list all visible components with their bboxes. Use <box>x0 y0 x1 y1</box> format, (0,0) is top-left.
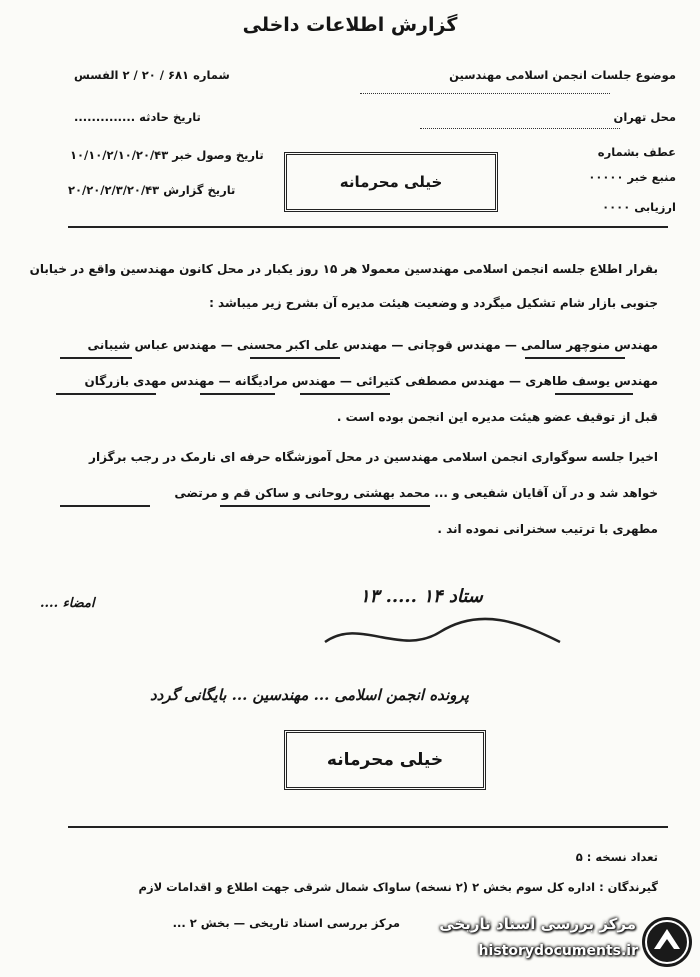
underline <box>60 357 132 359</box>
body-line-5: قبل از توقیف عضو هیئت مدیره این انجمن بوده است . <box>336 410 658 424</box>
distribution-line-1: گیرندگان : اداره کل سوم بخش ۲ (۲ نسخه) ساواک شمال شرقی جهت اطلاع و اقدامات لازم <box>138 880 658 894</box>
document-title: گزارش اطلاعات داخلی <box>242 14 458 36</box>
confidential-stamp-top <box>284 152 498 212</box>
underline <box>525 357 625 359</box>
body-line-1: بقرار اطلاع جلسه انجمن اسلامی مهندسین معمولا هر ۱۵ روز یکبار در محل کانون مهندسین واقع در خیابان <box>29 262 658 276</box>
underline <box>250 357 340 359</box>
distribution-line-2: مرکز بررسی اسناد تاریخی — بخش ۲ ... <box>172 916 400 930</box>
report-date: تاریخ گزارش ۲۰/۲۰/۲/۳/۲۰/۴۳ <box>68 183 236 197</box>
underline <box>555 393 633 395</box>
body-line-8: مطهری با ترتیب سخنرانی نموده اند . <box>437 522 658 536</box>
subject-underline <box>360 93 610 94</box>
attachment-field: عطف بشماره <box>597 145 676 159</box>
event-date: تاریخ حادثه .............. <box>74 110 201 124</box>
signature-label: امضاء .... <box>40 596 95 611</box>
watermark <box>414 911 694 971</box>
watermark-title: مرکز بررسی اسناد تاریخی <box>439 915 636 933</box>
report-number: شماره ۶۸۱ / ۲۰ / ۲ الفسس <box>74 68 230 82</box>
body-line-4: مهندس یوسف طاهری — مهندس مصطفی کتیرائی — مهندس مرادیگانه — مهندس مهدی بازرگان <box>84 374 658 388</box>
body-line-2: جنوبی بازار شام تشکیل میگردد و وضعیت هیئت مدیره آن بشرح زیر میباشد : <box>209 296 658 310</box>
watermark-url: historydocuments.ir <box>478 943 638 959</box>
underline <box>60 505 150 507</box>
stamp-text: خیلی محرمانه <box>326 750 444 770</box>
confidential-stamp-bottom <box>284 730 486 790</box>
source-field: منبع خبر ۰۰۰۰۰ <box>588 170 676 184</box>
body-line-6: اخیرا جلسه سوگواری انجمن اسلامی مهندسین در محل آموزشگاه حرفه ای نارمک در رجب برگزار <box>89 450 658 464</box>
location-underline <box>420 128 620 129</box>
receipt-date: تاریخ وصول خبر ۱۰/۱۰/۲/۱۰/۲۰/۴۳ <box>70 148 264 162</box>
handwritten-note-2: پرونده انجمن اسلامی ... مهندسین ... بایگانی گردد <box>150 686 469 704</box>
body-line-3: مهندس منوچهر سالمی — مهندس قوچانی — مهندس علی اکبر محسنی — مهندس عباس شیبانی <box>87 338 658 352</box>
underline <box>200 393 275 395</box>
archive-logo-icon <box>640 915 694 969</box>
evaluation-field: ارزیابی ۰۰۰۰ <box>602 200 676 214</box>
stamp-text: خیلی محرمانه <box>339 173 443 191</box>
underline <box>220 505 430 507</box>
location-field: محل تهران <box>613 110 676 124</box>
body-line-7: خواهد شد و در آن آقایان شفیعی و ... محمد بهشتی روحانی و ساکن قم و مرتضی <box>174 486 658 500</box>
footer-divider <box>68 826 668 828</box>
handwritten-scribble-icon <box>320 612 570 662</box>
handwritten-note-1: ستاد ۱۴ ..... ۱۳ <box>360 586 483 607</box>
subject-field: موضوع جلسات انجمن اسلامی مهندسین <box>449 68 676 82</box>
distribution-count: تعداد نسخه : ۵ <box>575 850 658 864</box>
underline <box>300 393 390 395</box>
underline <box>56 393 156 395</box>
header-divider <box>68 226 668 228</box>
